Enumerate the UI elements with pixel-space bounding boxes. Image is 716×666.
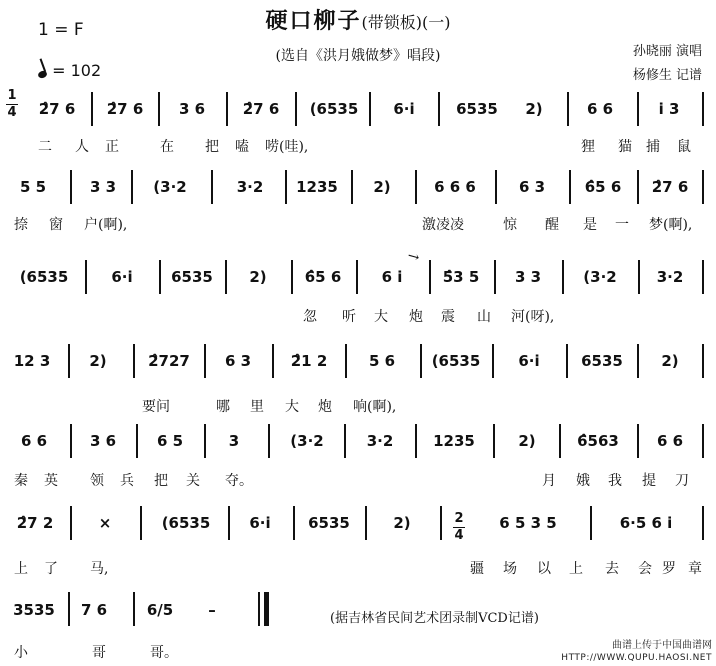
- note-group: 1235: [433, 432, 475, 450]
- lyric: 娥: [576, 473, 590, 489]
- note-group: 2̂1 2: [290, 352, 328, 370]
- note-group: 6535: [308, 514, 350, 532]
- time-signature-bottom: 4: [454, 528, 464, 543]
- time-signature-top: 1: [7, 88, 17, 103]
- note-group: 3·2: [236, 178, 264, 196]
- watermark-line1: 曲谱上传于中国曲谱网: [612, 640, 712, 651]
- barline: [492, 344, 494, 378]
- barline: [566, 344, 568, 378]
- lyric: 二: [38, 139, 52, 155]
- lyric: 捺: [14, 217, 28, 233]
- barline: [133, 344, 135, 378]
- lyric: 要问: [142, 399, 170, 415]
- note-group: 3·2: [366, 432, 394, 450]
- barline: [226, 92, 228, 126]
- barline: [438, 92, 440, 126]
- lyric: 捕: [646, 139, 660, 155]
- note-group: 6·i: [111, 268, 133, 286]
- lyric: 忽: [303, 309, 317, 325]
- barline: [356, 260, 358, 294]
- note-group: 6 6: [656, 432, 684, 450]
- note-group: 2): [373, 178, 391, 196]
- barline: [228, 506, 230, 540]
- barline: [285, 170, 287, 204]
- lyric: 梦(啊),: [649, 217, 693, 233]
- lyric: 疆: [470, 561, 484, 577]
- note-group: 6 3: [224, 352, 252, 370]
- lyric: 马,: [90, 561, 109, 577]
- note-group: 5 6: [368, 352, 396, 370]
- note-group: 6·i: [393, 100, 415, 118]
- barline: [569, 170, 571, 204]
- barline: [702, 506, 704, 540]
- barline: [68, 592, 70, 626]
- note-group: –: [208, 601, 216, 619]
- title-main: 硬口柳子: [265, 8, 362, 34]
- lyric: 山: [477, 309, 491, 325]
- barline: [440, 506, 442, 540]
- barline: [68, 344, 70, 378]
- final-barline: [264, 592, 269, 626]
- note-group: 6535: [581, 352, 623, 370]
- lyric: 上: [14, 561, 28, 577]
- lyric: 章: [688, 561, 702, 577]
- barline: [345, 344, 347, 378]
- barline: [85, 260, 87, 294]
- note-group: 6535: [456, 100, 498, 118]
- note-group: i 3: [658, 100, 680, 118]
- lyric: 上: [569, 561, 583, 577]
- lyric: 哥: [92, 645, 106, 661]
- note-group: (6535: [431, 352, 481, 370]
- note-group: 6·i: [518, 352, 540, 370]
- lyric: 领: [90, 473, 104, 489]
- note-group: 3: [228, 432, 240, 450]
- note-group: 6 3: [518, 178, 546, 196]
- note-group: 6·5 6 i: [619, 514, 673, 532]
- barline: [159, 260, 161, 294]
- note-group: 7 6: [80, 601, 108, 619]
- lyric: 哥。: [150, 645, 178, 661]
- lyric: 惊: [503, 217, 517, 233]
- lyric: 关: [186, 473, 200, 489]
- barline: [702, 424, 704, 458]
- lyric: 兵: [120, 473, 134, 489]
- source-note: (据吉林省民间艺术团录制VCD记谱): [330, 611, 539, 626]
- note-group: (6535: [19, 268, 69, 286]
- barline: [133, 592, 135, 626]
- note-group: 2): [89, 352, 107, 370]
- quarter-note-icon: [37, 70, 48, 80]
- note-group: 6̂5 6: [304, 268, 342, 286]
- lyric: 炮: [318, 399, 332, 415]
- lyric: 窗: [49, 217, 63, 233]
- note-group: 6 6: [20, 432, 48, 450]
- barline: [272, 344, 274, 378]
- note-group: (6535: [161, 514, 211, 532]
- barline: [702, 92, 704, 126]
- barline: [293, 506, 295, 540]
- barline: [638, 260, 640, 294]
- barline: [562, 260, 564, 294]
- barline: [637, 344, 639, 378]
- lyric: 秦: [14, 473, 28, 489]
- note-group: 6 6 6: [434, 178, 476, 196]
- lyric: 月: [542, 473, 556, 489]
- lyric: 小: [14, 645, 28, 661]
- barline: [291, 260, 293, 294]
- barline: [70, 170, 72, 204]
- site-watermark: [561, 640, 712, 664]
- note-group: 6/5: [146, 601, 174, 619]
- lyric: 醒: [545, 217, 559, 233]
- lyric: 了: [44, 561, 58, 577]
- barline: [493, 424, 495, 458]
- note-group: 2): [249, 268, 267, 286]
- arrow-icon: ↘: [404, 247, 423, 267]
- note-group: 2̂7 6: [106, 100, 144, 118]
- lyric: 在: [160, 139, 174, 155]
- lyric: 刀: [675, 473, 689, 489]
- note-group: 6 5 3 5: [499, 514, 557, 532]
- note-group: 6·i: [249, 514, 271, 532]
- barline: [268, 424, 270, 458]
- barline: [429, 260, 431, 294]
- note-group: 2̂7 6: [651, 178, 689, 196]
- note-group: (3·2: [153, 178, 187, 196]
- tempo-value: = 102: [52, 61, 102, 80]
- lyric: 会: [638, 561, 652, 577]
- note-group: 3 6: [89, 432, 117, 450]
- lyric: 鼠: [677, 139, 691, 155]
- barline: [415, 424, 417, 458]
- lyric: 大: [285, 399, 299, 415]
- note-group: 3535: [13, 601, 55, 619]
- barline: [637, 170, 639, 204]
- barline: [258, 592, 260, 626]
- barline: [158, 92, 160, 126]
- note-group: 5̂3 5: [442, 268, 480, 286]
- lyric: 夺。: [225, 473, 253, 489]
- note-group: 2̂727: [148, 352, 190, 370]
- note-group: 6̂563: [577, 432, 619, 450]
- lyric: 是: [583, 217, 597, 233]
- note-group: 2): [661, 352, 679, 370]
- barline: [70, 506, 72, 540]
- barline: [369, 92, 371, 126]
- barline: [637, 92, 639, 126]
- lyric: 场: [503, 561, 517, 577]
- note-group: 2): [525, 100, 543, 118]
- time-signature: [6, 89, 18, 120]
- tempo-marking: [38, 61, 101, 80]
- note-group: 6 5: [156, 432, 184, 450]
- transcriber-credit: 杨修生 记谱: [632, 68, 702, 83]
- note-group: 2): [518, 432, 536, 450]
- lyric: 我: [608, 473, 622, 489]
- barline: [702, 344, 704, 378]
- note-group: (6535: [309, 100, 359, 118]
- lyric: 狸: [581, 139, 595, 155]
- note-group: 3 6: [178, 100, 206, 118]
- barline: [131, 170, 133, 204]
- note-group: 2): [393, 514, 411, 532]
- lyric: 哪: [216, 399, 230, 415]
- note-group: 1235: [296, 178, 338, 196]
- lyric: 震: [441, 309, 455, 325]
- lyric: 河(呀),: [511, 309, 555, 325]
- barline: [91, 92, 93, 126]
- note-group: 2̂7 6: [242, 100, 280, 118]
- note-group: 3 3: [89, 178, 117, 196]
- note-group: 6535: [171, 268, 213, 286]
- lyric: 正: [105, 139, 119, 155]
- barline: [567, 92, 569, 126]
- lyric: 里: [250, 399, 264, 415]
- lyric: 唠(哇),: [265, 139, 309, 155]
- note-group: 5 5: [19, 178, 47, 196]
- note-group: (3·2: [583, 268, 617, 286]
- note-group: 6 6: [586, 100, 614, 118]
- lyric: 英: [44, 473, 58, 489]
- barline: [415, 170, 417, 204]
- title-suffix: (带锁板)(一): [361, 13, 451, 32]
- subtitle: (选自《洪月娥做梦》唱段): [275, 48, 441, 64]
- lyric: 响(啊),: [353, 399, 397, 415]
- lyric: 人: [75, 139, 89, 155]
- note-group: 6̂5 6: [584, 178, 622, 196]
- note-group: 3·2: [656, 268, 684, 286]
- barline: [70, 424, 72, 458]
- note-group: 3 3: [514, 268, 542, 286]
- lyric: 大: [374, 309, 388, 325]
- lyric: 炮: [409, 309, 423, 325]
- time-signature-top: 2: [454, 511, 464, 526]
- key-signature: 1 = F: [38, 20, 84, 40]
- barline: [344, 424, 346, 458]
- barline: [702, 170, 704, 204]
- barline: [351, 170, 353, 204]
- lyric: 嗑: [235, 139, 249, 155]
- note-group: 2̂7 2: [16, 514, 54, 532]
- lyric: 去: [605, 561, 619, 577]
- barline: [204, 344, 206, 378]
- barline: [559, 424, 561, 458]
- lyric: 听: [342, 309, 356, 325]
- barline: [140, 506, 142, 540]
- note-group: (3·2: [290, 432, 324, 450]
- time-signature-bottom: 4: [7, 105, 17, 120]
- barline: [295, 92, 297, 126]
- lyric: 一: [615, 217, 629, 233]
- barline: [204, 424, 206, 458]
- page-title: [0, 4, 716, 35]
- barline: [702, 260, 704, 294]
- note-group: 2̂7 6: [38, 100, 76, 118]
- barline: [637, 424, 639, 458]
- time-signature-change: [453, 512, 465, 543]
- lyric: 猫: [618, 139, 632, 155]
- lyric: 激凌凌: [422, 217, 464, 233]
- barline: [211, 170, 213, 204]
- barline: [225, 260, 227, 294]
- lyric: 把: [205, 139, 219, 155]
- note-group: 6 i: [381, 268, 403, 286]
- note-group: 12 3: [13, 352, 51, 370]
- barline: [365, 506, 367, 540]
- lyric: 把: [154, 473, 168, 489]
- lyric: 提: [642, 473, 656, 489]
- barline: [590, 506, 592, 540]
- barline: [494, 260, 496, 294]
- note-group: ×: [98, 514, 112, 532]
- barline: [495, 170, 497, 204]
- performer-credit: 孙晓丽 演唱: [632, 44, 702, 59]
- watermark-url: HTTP://WWW.QUPU.HAOSI.NET: [561, 653, 712, 663]
- lyric: 以: [537, 561, 551, 577]
- barline: [136, 424, 138, 458]
- lyric: 户(啊),: [84, 217, 128, 233]
- lyric: 罗: [662, 561, 676, 577]
- barline: [420, 344, 422, 378]
